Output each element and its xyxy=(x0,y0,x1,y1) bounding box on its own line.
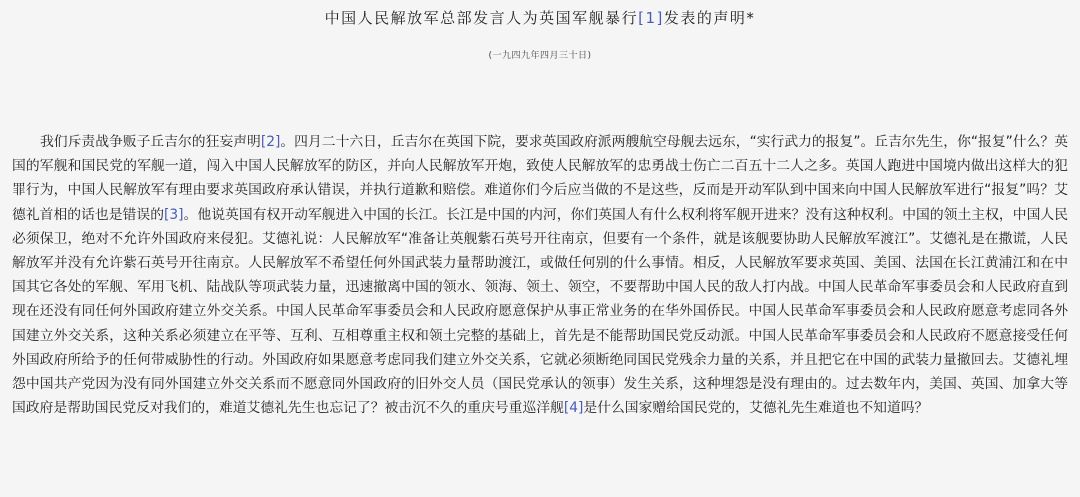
paragraph-text: 。他说英国有权开动军舰进入中国的长江。长江是中国的内河，你们英国人有什么权利将军舰开进来？没有这种权利。中国的领土主权，中国人民必须保卫，绝对不允许外国政府来侵犯。艾德礼说：人民解放军“准备让英舰紫石英号开往南京，但要有一个条件，就是该舰要协助人民解放军渡江”。艾德礼是在撒谎，人民解放军并没有允许紫石英号开往南京。人民解放军不希望任何外国武装力量帮助渡江，或做任何别的什么事情。相反，人民解放军要求英国、美国、法国在长江黄浦江和在中国其它各处的军舰、军用飞机、陆战队等项武装力量，迅速撤离中国的领水、领海、领土、领空，不要帮助中国人民的敌人打内战。中国人民革命军事委员会和人民政府直到现在还没有同任何外国政府建立外交关系。中国人民革命军事委员会和人民政府愿意保护从事正常业务的在华外国侨民。中国人民革命军事委员会和人民政府愿意考虑同各外国建立外交关系，这种关系必须建立在平等、互利、互相尊重主权和领土完整的基础上，首先是不能帮助国民党反动派。中国人民革命军事委员会和人民政府不愿意接受任何外国政府所给予的任何带威胁性的行动。外国政府如果愿意考虑同我们建立外交关系，它就必须断绝同国民党残余力量的关系，并且把它在中国的武装力量撤回去。艾德礼埋怨中国共产党因为没有同外国建立外交关系而不愿意同外国政府的旧外交人员（国民党承认的领事）发生关系，这种埋怨是没有理由的。过去数年内，美国、英国、加拿大等国政府是帮助国民党反对我们的，难道艾德礼先生也忘记了？被击沉不久的重庆号重巡洋舰 xyxy=(12,206,1068,417)
paragraph-text: 。四月二十六日，丘吉尔在英国下院，要求英国政府派两艘航空母舰去远东，“实行武力的报复”。丘吉尔先生，你“报复”什么？英国的军舰和国民党的军舰一道，闯入中国人民解放军的防区，并向人民解放军开炮，致使人民解放军的忠勇战士伤亡二百五十二人之多。英国人跑进中国境内做出这样大的犯罪行为，中国人民解放军有理由要求英国政府承认错误，并执行道歉和赔偿。难道你们今后应当做的不是这些，反而是开动军队到中国来向中国人民解放军进行“报复”吗？艾德礼首相的话也是错误的 xyxy=(12,134,1068,223)
document-body xyxy=(12,130,1068,420)
paragraph-text: 是什么国家赠给国民党的，艾德礼先生难道也不知道吗？ xyxy=(583,400,929,417)
title-suffix: 发表的声明* xyxy=(663,9,756,27)
body-paragraph xyxy=(12,130,1068,420)
paragraph-text: 我们斥责战争贩子丘吉尔的狂妄声明 xyxy=(40,134,261,150)
footnote-link[interactable]: [3] xyxy=(164,206,184,223)
footnote-link[interactable]: [1] xyxy=(638,9,664,27)
footnote-link[interactable]: [2] xyxy=(260,134,281,150)
document-date: (一九四九年四月三十日) xyxy=(488,51,592,61)
footnote-link[interactable]: [4] xyxy=(563,400,584,417)
document-title xyxy=(0,7,1080,29)
title-text: 中国人民解放军总部发言人为英国军舰暴行 xyxy=(324,9,639,27)
